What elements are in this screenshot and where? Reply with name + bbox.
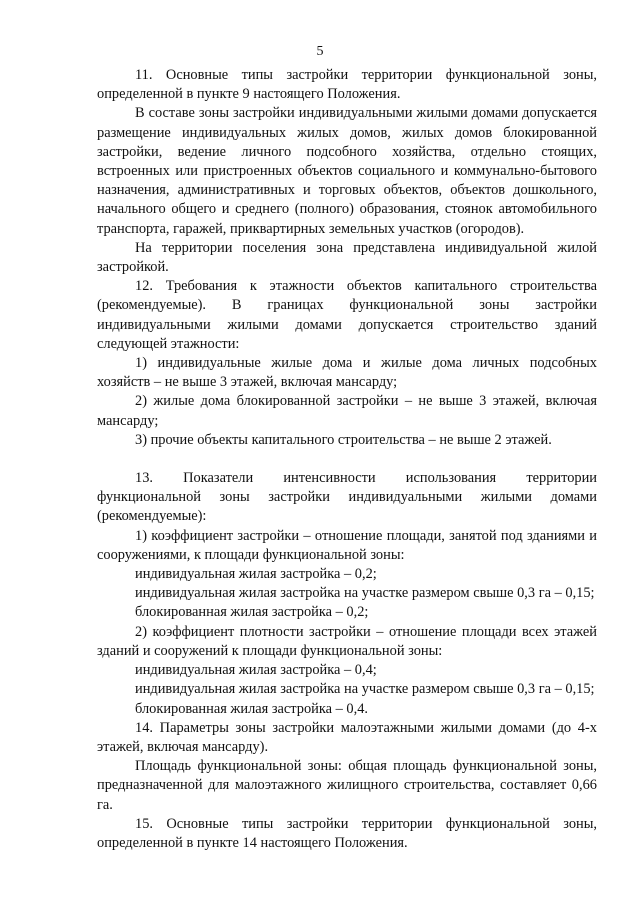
paragraph-12: 12. Требования к этажности объектов капитального строительства (рекомендуемые). В границах функциональной зоны застройки индивидуальными жилыми домами допускается строительство зданий следующей этажности: (97, 278, 597, 352)
coefficient-line: индивидуальная жилая застройка на участке размером свыше 0,3 га – 0,15; (135, 585, 595, 602)
list-item-12-1: 1) индивидуальные жилые дома и жилые дома личных подсобных хозяйств – не выше 3 этажей, включая мансарду; (97, 355, 597, 391)
page-number: 5 (316, 44, 324, 59)
coefficient-line: индивидуальная жилая застройка на участке размером свыше 0,3 га – 0,15; (135, 681, 595, 698)
list-item-13-1: 1) коэффициент застройки – отношение площади, занятой под зданиями и сооружениями, к площади функциональной зоны: (97, 527, 597, 563)
paragraph-15: 15. Основные типы застройки территории функциональной зоны, определенной в пункте 14 настоящего Положения. (97, 815, 597, 851)
paragraph-settlement-zone: На территории поселения зона представлена индивидуальной жилой застройкой. (97, 239, 597, 276)
coefficient-line: индивидуальная жилая застройка – 0,4; (135, 662, 377, 679)
paragraph-13: 13. Показатели интенсивности использования территории функциональной зоны застройки индивидуальными жилыми домами (рекомендуемые): (97, 470, 597, 525)
paragraph-14: 14. Параметры зоны застройки малоэтажными жилыми домами (до 4-х этажей, включая мансарду). (97, 719, 597, 755)
list-item-13-2: 2) коэффициент плотности застройки – отношение площади всех этажей зданий и сооружений к площади функциональной зоны: (97, 623, 597, 659)
coefficient-line: индивидуальная жилая застройка – 0,2; (135, 566, 377, 583)
coefficient-line: блокированная жилая застройка – 0,2; (135, 604, 369, 621)
list-item-12-2: 2) жилые дома блокированной застройки – не выше 3 этажей, включая мансарду; (97, 393, 597, 429)
paragraph-11: 11. Основные типы застройки территории функциональной зоны, определенной в пункте 9 настоящего Положения. (97, 67, 597, 103)
list-item-12-3: 3) прочие объекты капитального строительства – не выше 2 этажей. (135, 431, 552, 448)
paragraph-zone-area: Площадь функциональной зоны: общая площадь функциональной зоны, предназначенной для малоэтажного жилищного строительства, составляет 0,66 га. (97, 758, 597, 813)
paragraph-zone-composition: В составе зоны застройки индивидуальными жилыми домами допускается размещение индивидуальных жилых домов, жилых домов блокированной застройки, ведение личного подсобного хозяйства, отдельно стоящих, встроенных или пристроенных объектов социального и коммунально-бытового назначения, административных и торговых объектов, объектов дошкольного, начального общего и среднего (полного) образования, стоянок автомобильного транспорта, гаражей, приквартирных земельных участков (огородов). (97, 105, 597, 237)
document-body (97, 66, 597, 853)
coefficient-line: блокированная жилая застройка – 0,4. (135, 700, 369, 717)
